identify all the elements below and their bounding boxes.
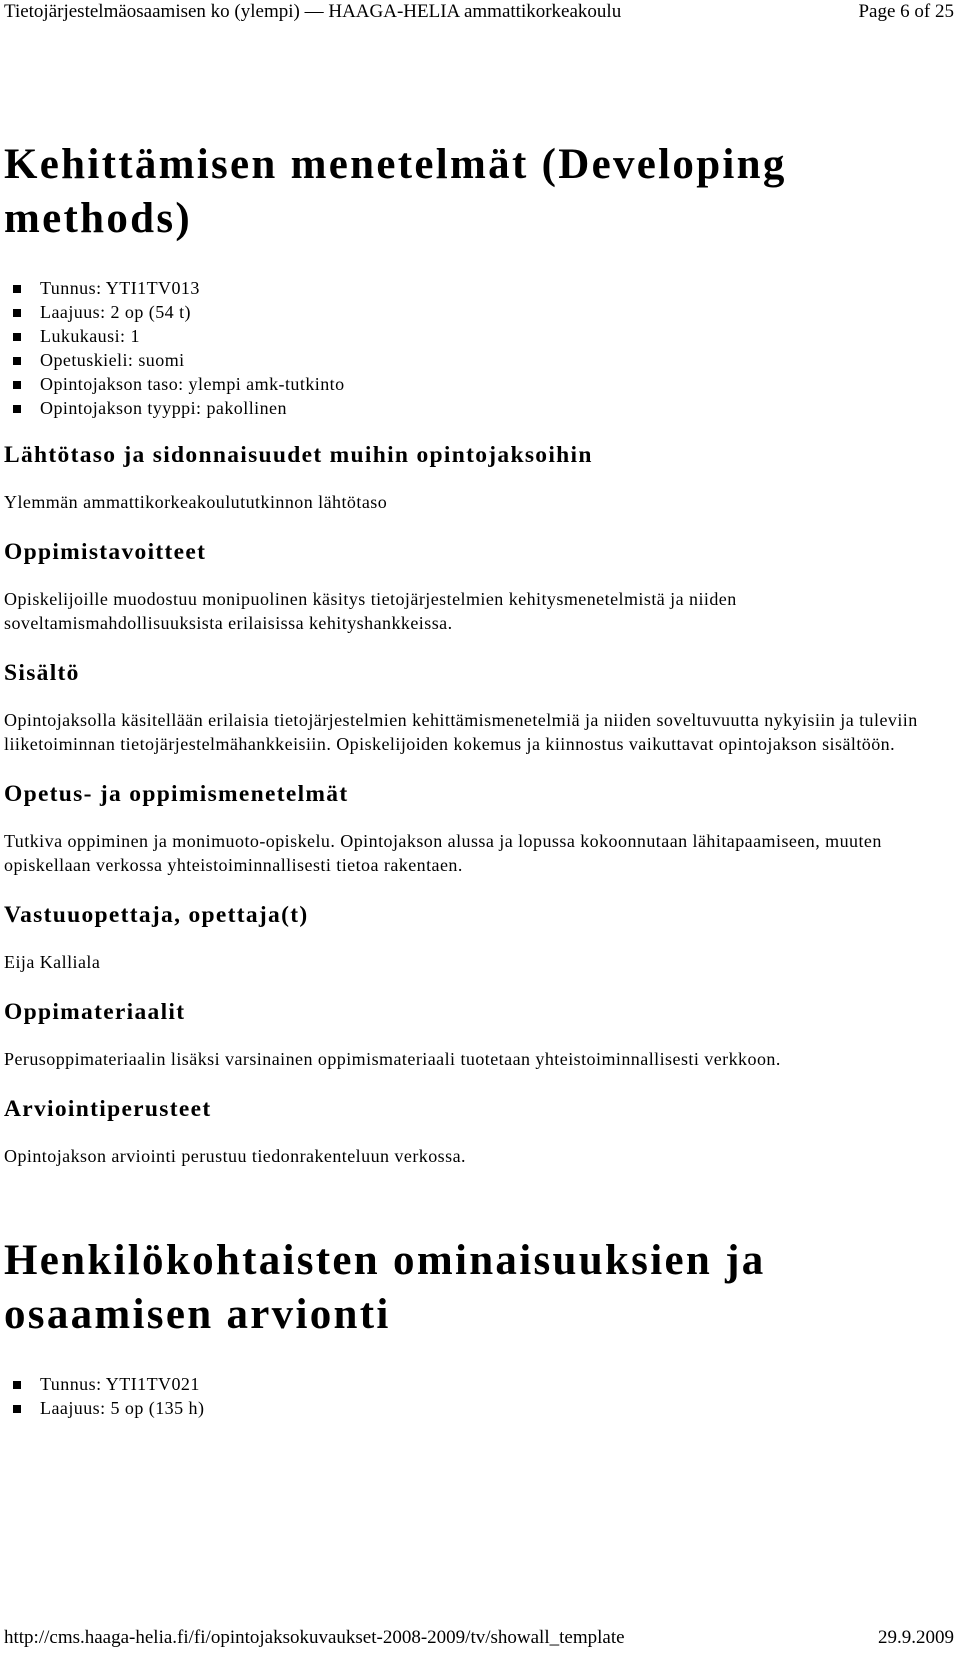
print-header-title: Tietojärjestelmäosaamisen ko (ylempi) — HAAGA-HELIA ammattikorkeakoulu (4, 1, 622, 22)
fact-item: Laajuus: 5 op (135 h) (40, 1396, 944, 1420)
fact-item: Opintojakson taso: ylempi amk-tutkinto (40, 372, 944, 396)
print-footer (4, 1627, 954, 1649)
section-heading-objectives: Oppimistavoitteet (4, 539, 207, 565)
fact-item: Tunnus: YTI1TV021 (40, 1372, 944, 1396)
bullet-icon (13, 309, 21, 317)
section-text-content: Opintojaksolla käsitellään erilaisia tietojärjestelmien kehittämismenetelmiä ja niiden soveltuvuutta nykyisiin ja tuleviin liiketoiminnan tietojärjestelmähankkeisiin. Opiskelijoiden kokemus ja kiinnostus vaikuttavat opintojakson sisältöön. (4, 710, 918, 754)
page-url: http://cms.haaga-helia.fi/fi/opintojaksokuvaukset-2008-2009/tv/showall_template (4, 1627, 625, 1648)
fact-item: Tunnus: YTI1TV013 (40, 276, 944, 300)
document-content (4, 138, 944, 1440)
section-text-objectives: Opiskelijoille muodostuu monipuolinen käsitys tietojärjestelmien kehitysmenetelmistä ja niiden soveltamismahdollisuuksista erilaisissa kehityshankkeissa. (4, 589, 737, 633)
section-heading-methods: Opetus- ja oppimismenetelmät (4, 781, 349, 807)
course-title: Kehittämisen menetelmät (Developing methods) (4, 141, 787, 242)
section-heading-prerequisites: Lähtötaso ja sidonnaisuudet muihin opintojaksoihin (4, 442, 593, 468)
section-text-teacher: Eija Kalliala (4, 952, 101, 972)
bullet-icon (13, 357, 21, 365)
section-text-assessment: Opintojakson arviointi perustuu tiedonrakenteluun verkossa. (4, 1146, 466, 1166)
section-text-materials: Perusoppimateriaalin lisäksi varsinainen oppimismateriaali tuotetaan yhteistoiminnallisesti verkkoon. (4, 1049, 781, 1069)
section-text-methods: Tutkiva oppiminen ja monimuoto-opiskelu. Opintojakson alussa ja lopussa kokoonnutaan lähitapaamiseen, muuten opiskellaan verkossa yhteistoiminnallisesti tietoa rakentaen. (4, 831, 882, 875)
bullet-icon (13, 405, 21, 413)
course-title: Henkilökohtaisten ominaisuuksien ja osaamisen arvionti (4, 1237, 766, 1338)
bullet-icon (13, 381, 21, 389)
bullet-icon (13, 333, 21, 341)
fact-item: Opetuskieli: suomi (40, 348, 944, 372)
bullet-icon (13, 285, 21, 293)
fact-item: Laajuus: 2 op (54 t) (40, 300, 944, 324)
bullet-icon (13, 1381, 21, 1389)
section-heading-teacher: Vastuuopettaja, opettaja(t) (4, 902, 309, 928)
section-heading-content: Sisältö (4, 660, 80, 686)
bullet-icon (13, 1405, 21, 1413)
fact-item: Lukukausi: 1 (40, 324, 944, 348)
section-heading-assessment: Arviointiperusteet (4, 1096, 212, 1122)
page-number: Page 6 of 25 (858, 1, 954, 22)
section-heading-materials: Oppimateriaalit (4, 999, 186, 1025)
section-text-prerequisites: Ylemmän ammattikorkeakoulututkinnon lähtötaso (4, 492, 388, 512)
fact-item: Opintojakson tyyppi: pakollinen (40, 396, 944, 420)
print-date: 29.9.2009 (878, 1627, 954, 1648)
course-facts (4, 1372, 944, 1420)
course-facts (4, 276, 944, 420)
print-header (4, 1, 954, 23)
